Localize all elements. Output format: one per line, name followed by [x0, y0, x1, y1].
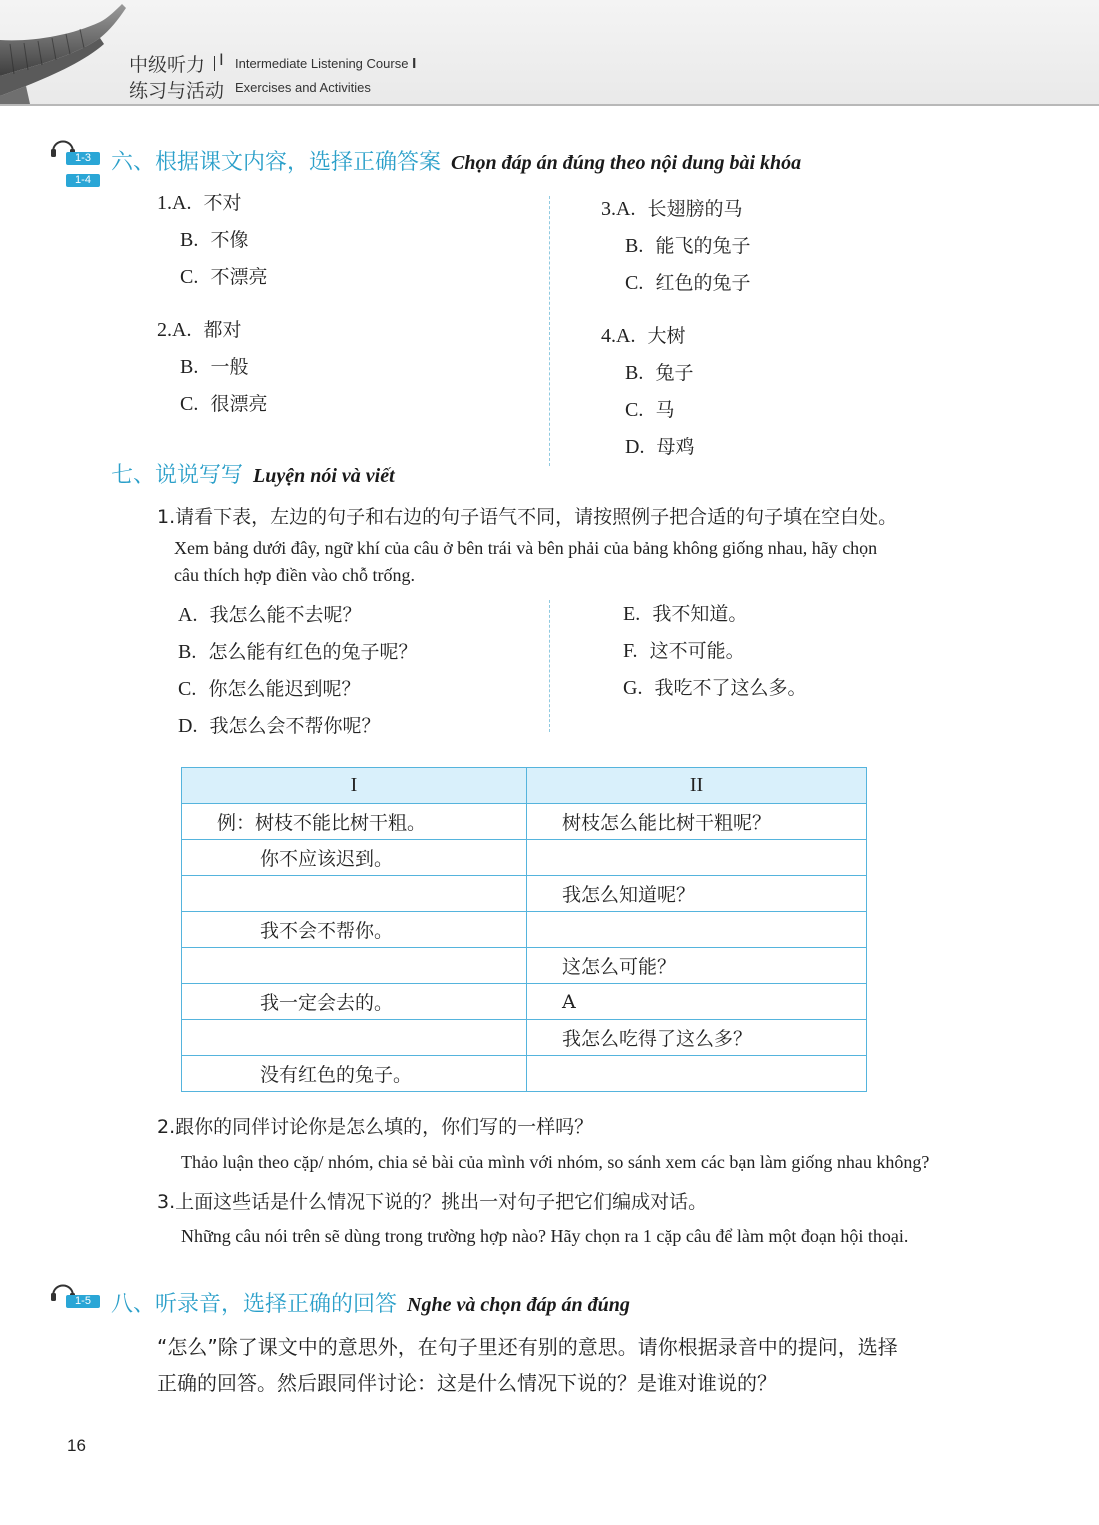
table-row: [182, 1056, 867, 1092]
task-2-instruction-vi: Thảo luận theo cặp/ nhóm, chia sẻ bài của mình với nhóm, so sánh xem các bạn làm giống nhau không?: [181, 1152, 930, 1172]
task-3-instruction-vi: Những câu nói trên sẽ dùng trong trường hợp nào? Hãy chọn ra 1 cặp câu để làm một đoạn hội thoại.: [181, 1226, 909, 1246]
table-cell: 我一定会去的。: [182, 984, 527, 1020]
question-2-option-c: C. 很漂亮: [180, 393, 268, 415]
table-cell: 这怎么可能？: [527, 948, 867, 984]
question-3-option-c: C. 红色的兔子: [625, 272, 751, 294]
table-row-example: [182, 804, 867, 840]
question-1: 1.A. 不对: [157, 192, 242, 214]
table-cell: 我怎么知道呢？: [527, 876, 867, 912]
sentence-option: G. 我吃不了这么多。: [623, 677, 807, 699]
table-header-row: [182, 768, 867, 804]
table-cell: 我不会不帮你。: [182, 912, 527, 948]
question-3-option-b: B. 能飞的兔子: [625, 235, 751, 257]
table-header: II: [527, 768, 867, 804]
task-1-instruction-vi: Xem bảng dưới đây, ngữ khí của câu ở bên trái và bên phải của bảng không giống nhau, hãy chọn: [174, 538, 878, 558]
task-1-instruction-vi: câu thích hợp điền vào chỗ trống.: [174, 565, 415, 585]
section-8-paragraph: 正确的回答。然后跟同伴讨论：这是什么情况下说的？是谁对谁说的？: [157, 1371, 777, 1395]
sentence-option: C. 你怎么能迟到呢？: [178, 678, 361, 700]
question-3: 3.A. 长翅膀的马: [601, 198, 743, 220]
sentence-option: E. 我不知道。: [623, 603, 748, 625]
section-6-heading: [111, 145, 801, 176]
table-cell: 你不应该迟到。: [182, 840, 527, 876]
table-cell-blank[interactable]: [182, 876, 527, 912]
table-row: [182, 912, 867, 948]
table-row: [182, 984, 867, 1020]
task-2-instruction-zh: 2.跟你的同伴讨论你是怎么填的，你们写的一样吗？: [157, 1116, 594, 1138]
section-8-title-vi: Nghe và chọn đáp án đúng: [407, 1294, 630, 1316]
question-1-option-c: C. 不漂亮: [180, 266, 268, 288]
sentence-option: B. 怎么能有红色的兔子呢？: [178, 641, 418, 663]
column-divider: [549, 196, 550, 466]
table-row: [182, 840, 867, 876]
header-divider: [0, 104, 1099, 106]
task-1-instruction-zh: 1.请看下表，左边的句子和右边的句子语气不同，请按照例子把合适的句子填在空白处。: [157, 506, 898, 528]
task-3-instruction-zh: 3.上面这些话是什么情况下说的？挑出一对句子把它们编成对话。: [157, 1191, 708, 1213]
header-line2-en: Exercises and Activities: [235, 80, 371, 95]
audio-track-badge: 1-3: [66, 152, 100, 165]
question-4: 4.A. 大树: [601, 325, 686, 347]
table-row: [182, 876, 867, 912]
table-cell: 没有红色的兔子。: [182, 1056, 527, 1092]
question-4-option-d: D. 母鸡: [625, 436, 695, 458]
table-cell-blank[interactable]: [182, 948, 527, 984]
header-subtitle-en: Intermediate Listening Course I: [235, 55, 417, 72]
sentence-option: D. 我怎么会不帮你呢？: [178, 715, 381, 737]
table-row: [182, 1020, 867, 1056]
page-number: 16: [67, 1436, 86, 1455]
question-2: 2.A. 都对: [157, 319, 242, 341]
table-cell: 我怎么吃得了这么多？: [527, 1020, 867, 1056]
table-cell: 树枝怎么能比树干粗呢？: [527, 804, 867, 840]
header-title-zh: 中级听力: [129, 54, 206, 76]
header-line2-zh: 练习与活动: [129, 80, 225, 102]
sentence-option: F. 这不可能。: [623, 640, 745, 662]
question-4-option-c: C. 马: [625, 399, 675, 421]
audio-track-badge: 1-4: [66, 174, 100, 187]
question-2-option-b: B. 一般: [180, 356, 249, 378]
table-cell-blank[interactable]: [527, 912, 867, 948]
section-6-title: 六、根据课文内容，选择正确答案: [111, 150, 442, 175]
section-8-title: 八、听录音，选择正确的回答: [111, 1292, 398, 1317]
table-cell-blank[interactable]: [527, 840, 867, 876]
section-7-title-vi: Luyện nói và viết: [253, 465, 395, 487]
table-cell-blank[interactable]: [182, 1020, 527, 1056]
table-cell-answer: A: [527, 984, 867, 1020]
section-7-heading: [111, 458, 395, 489]
sentence-option: A. 我怎么能不去呢？: [178, 604, 362, 626]
header-separator: [214, 56, 215, 71]
column-divider: [549, 600, 550, 732]
exercise-table: [181, 767, 867, 1092]
table-cell: 例：树枝不能比树干粗。: [182, 804, 527, 840]
section-8-paragraph: “怎么”除了课文中的意思外，在句子里还有别的意思。请你根据录音中的提问，选择: [157, 1335, 898, 1359]
question-4-option-b: B. 兔子: [625, 362, 694, 384]
section-6-title-vi: Chọn đáp án đúng theo nội dung bài khóa: [451, 152, 802, 174]
question-1-option-b: B. 不像: [180, 229, 249, 251]
section-8-heading: [111, 1287, 630, 1318]
header-subtitle-roman: I: [412, 55, 417, 72]
audio-track-badge: 1-5: [66, 1295, 100, 1308]
pagoda-roof-illustration: [0, 0, 128, 106]
header-title-roman: I: [219, 50, 224, 69]
table-row: [182, 948, 867, 984]
table-cell-blank[interactable]: [527, 1056, 867, 1092]
table-header: I: [182, 768, 527, 804]
section-7-title: 七、说说写写: [111, 463, 244, 488]
